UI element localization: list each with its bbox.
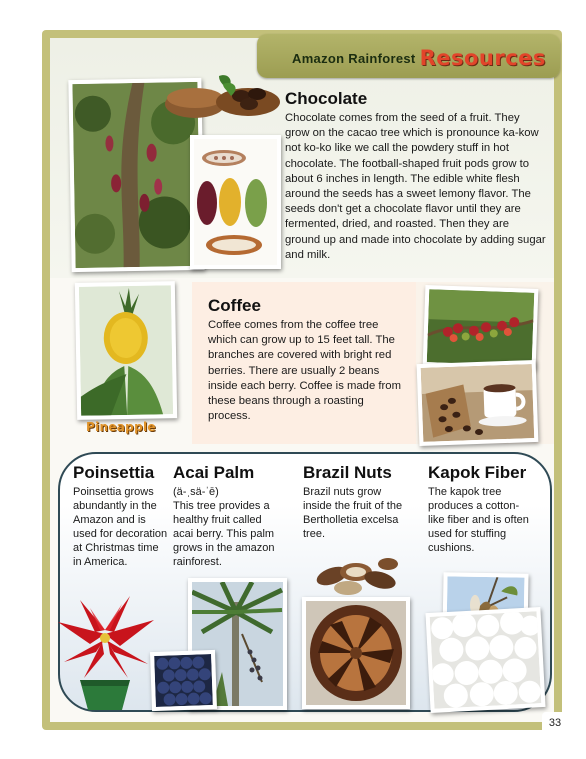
cacao-pods-photo	[190, 135, 281, 269]
acai-pronunciation: (ä-ˌsä-ˈē)	[173, 486, 219, 498]
poinsettia-text: Poinsettia grows abundantly in the Amazon and is used for decoration at Christmas time in America.	[73, 486, 168, 568]
poinsettia-title: Poinsettia	[73, 463, 155, 482]
brazil-nuts-image	[312, 550, 402, 598]
pineapple-photo	[75, 281, 177, 420]
brazil-title: Brazil Nuts	[303, 463, 392, 482]
kapok-title: Kapok Fiber	[428, 463, 527, 482]
acai-berries-photo	[150, 650, 217, 711]
poinsettia-image	[50, 590, 160, 710]
coffee-berries-photo	[423, 285, 539, 370]
page-title-part2: Resources	[419, 46, 546, 70]
kapok-text: The kapok tree produces a cotton-like fiber and is often used for stuffing cushions.	[428, 486, 529, 554]
chocolate-text: Chocolate comes from the seed of a fruit. They grow on the cacao tree which is pronounce ka-kow not ko-ko like we call the powdery stuff in hot chocolate. The football-shaped fruit pods grow to about 6 inches in length. The edible white flesh around the seeds has a sweet lemony flavor. The seeds don't get a chocolate flavor until they are fermented, dried, and roasted. Then they are ground up and made into chocolate by adding sugar and milk.	[285, 112, 546, 261]
brazil-text: Brazil nuts grow inside the fruit of the Bertholletia excelsa tree.	[303, 486, 403, 540]
kapok-fiber-photo	[425, 607, 545, 713]
page-title-part1: Amazon Rainforest	[292, 50, 416, 66]
page-number: 33	[542, 712, 568, 734]
pineapple-label: Pineapple	[86, 420, 156, 434]
page-title	[292, 44, 552, 72]
acai-title: Acai Palm	[173, 463, 255, 482]
coffee-cup-photo	[417, 360, 539, 446]
acai-text: This tree provides a healthy fruit called acai berry. This palm grows in the amazon rainforest.	[173, 500, 275, 568]
cocoa-bowl-image	[163, 70, 283, 122]
coffee-title: Coffee	[208, 296, 261, 315]
coffee-text: Coffee comes from the coffee tree which can grow up to 15 feet tall. The branches are covered with bright red berries. There are usually 2 beans inside each berry. Coffee is made from these beans through a roasting process.	[208, 319, 401, 423]
chocolate-title: Chocolate	[285, 89, 368, 108]
brazil-nut-pod-photo	[302, 597, 410, 709]
